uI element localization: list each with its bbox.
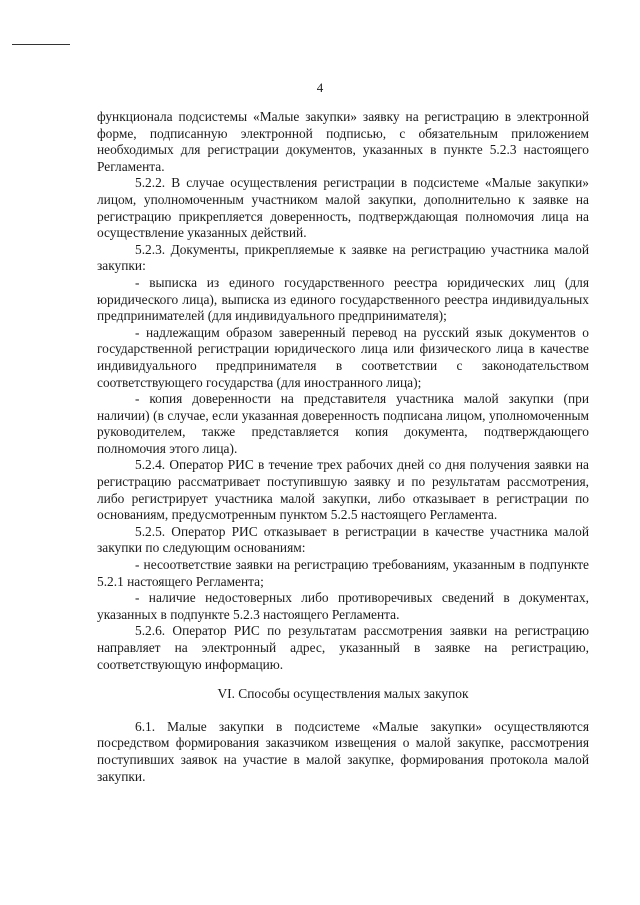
page-number: 4 [316,80,324,95]
section-heading: VI. Способы осуществления малых закупок [217,686,469,702]
list-item-nonconformity: - несоответствие заявки на регистрацию требованиям, указанным в подпункте 5.2.1 настоящего Регламента; [97,557,589,589]
list-item-power-of-attorney: - копия доверенности на представителя участника малой закупки (при наличии) (в случае, если указанная доверенность подписана лицом, уполномоченным руководителем, также представляется копия документа, подтверждающего полномочия этого лица). [97,391,589,456]
list-item-unreliable-info: - наличие недостоверных либо противоречивых сведений в документах, указанных в подпункте 5.2.3 настоящего Регламента. [97,590,589,622]
top-rule [12,44,70,45]
paragraph-5-2-3: 5.2.3. Документы, прикрепляемые к заявке на регистрацию участника малой закупки: [97,241,589,274]
paragraph-continuation: функционала подсистемы «Малые закупки» заявку на регистрацию в электронной форме, подписанную электронной подписью, с обязательным приложением необходимых для регистрации документов, указанных в пункте 5.2.3 настоящего Регламента. [97,109,589,174]
paragraph-5-2-4: 5.2.4. Оператор РИС в течение трех рабочих дней со дня получения заявки на регистрацию рассматривает поступившую заявку и по результатам рассмотрения, либо регистрирует участника малой закупки, либо отказывает в регистрации по основаниям, предусмотренным пунктом 5.2.5 настоящего Регламента. [97,457,589,523]
paragraph-5-2-6: 5.2.6. Оператор РИС по результатам рассмотрения заявки на регистрацию направляет на электронный адрес, указанный в заявке на регистрацию, соответствующую информацию. [97,623,589,672]
document-body [97,109,589,785]
paragraph-5-2-2: 5.2.2. В случае осуществления регистрации в подсистеме «Малые закупки» лицом, уполномоченным участником малой закупки, дополнительно к заявке на регистрацию прикрепляется доверенность, подтверждающая полномочия лица на осуществление указанных действий. [97,175,589,241]
list-item-translation: - надлежащим образом заверенный перевод на русский язык документов о государственной регистрации юридического лица или физического лица в качестве индивидуального предпринимателя в соответствии с законодательством соответствующего государства (для иностранного лица); [97,324,589,390]
list-item-extract: - выписка из единого государственного реестра юридических лиц (для юридического лица), выписка из единого государственного реестра индивидуальных предпринимателей (для индивидуального предпринимателя); [97,274,589,324]
paragraph-6-1: 6.1. Малые закупки в подсистеме «Малые закупки» осуществляются посредством формирования заказчиком извещения о малой закупке, рассмотрения поступивших заявок на участие в малой закупке, формирования протокола малой закупки. [97,718,589,784]
paragraph-5-2-5: 5.2.5. Оператор РИС отказывает в регистрации в качестве участника малой закупки по следующим основаниям: [97,523,589,556]
